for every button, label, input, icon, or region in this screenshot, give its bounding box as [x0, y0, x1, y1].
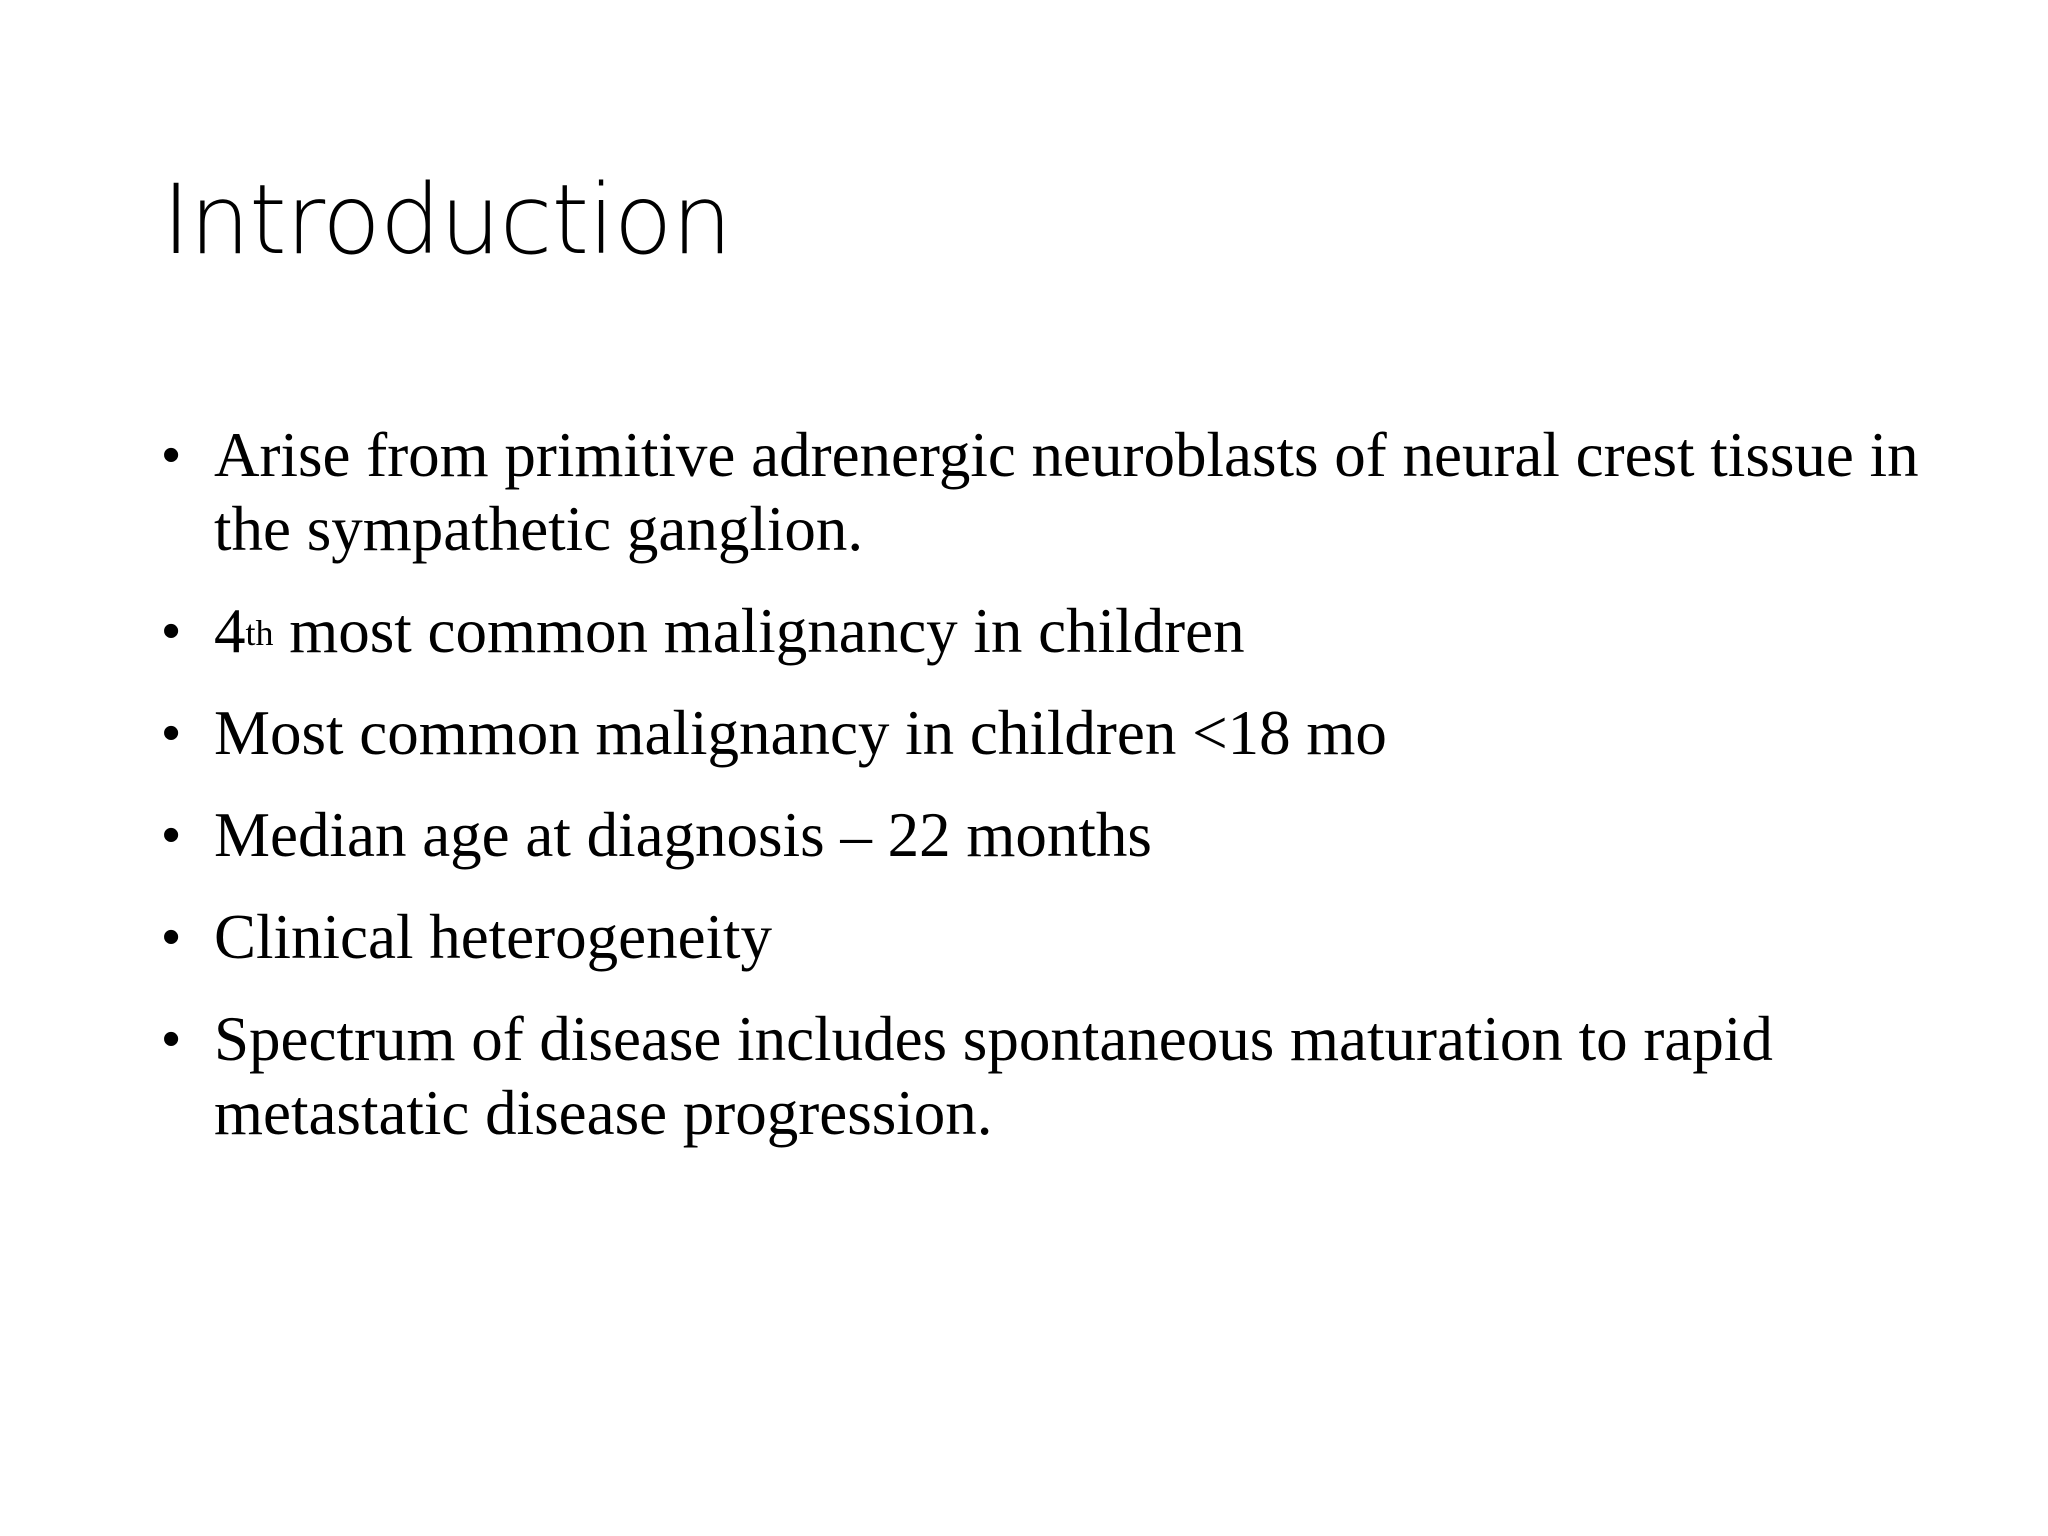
- bullet-text: Median age at diagnosis – 22 months: [214, 800, 1152, 870]
- bullet-item: [162, 594, 1922, 668]
- bullet-item: [162, 798, 1922, 872]
- bullet-item: [162, 418, 1922, 566]
- bullet-list: [162, 418, 1922, 1178]
- bullet-text: Most common malignancy in children <18 mo: [214, 698, 1387, 768]
- bullet-marker: •: [162, 908, 181, 966]
- bullet-text: Spectrum of disease includes spontaneous maturation to rapid metastatic disease progression.: [214, 1004, 1773, 1148]
- bullet-text: Clinical heterogeneity: [214, 902, 773, 972]
- bullet-marker: •: [162, 602, 181, 660]
- bullet-marker: •: [162, 426, 181, 484]
- bullet-marker: •: [162, 1010, 181, 1068]
- slide-title: Introduction: [162, 164, 732, 276]
- bullet-superscript: th: [245, 613, 274, 653]
- bullet-marker: •: [162, 806, 181, 864]
- bullet-item: [162, 900, 1922, 974]
- bullet-item: [162, 696, 1922, 770]
- bullet-item: [162, 1002, 1922, 1150]
- bullet-text: Arise from primitive adrenergic neuroblasts of neural crest tissue in the sympathetic ganglion.: [214, 420, 1919, 564]
- bullet-text: most common malignancy in children: [273, 596, 1245, 666]
- bullet-marker: •: [162, 704, 181, 762]
- bullet-prefix: 4: [214, 596, 246, 666]
